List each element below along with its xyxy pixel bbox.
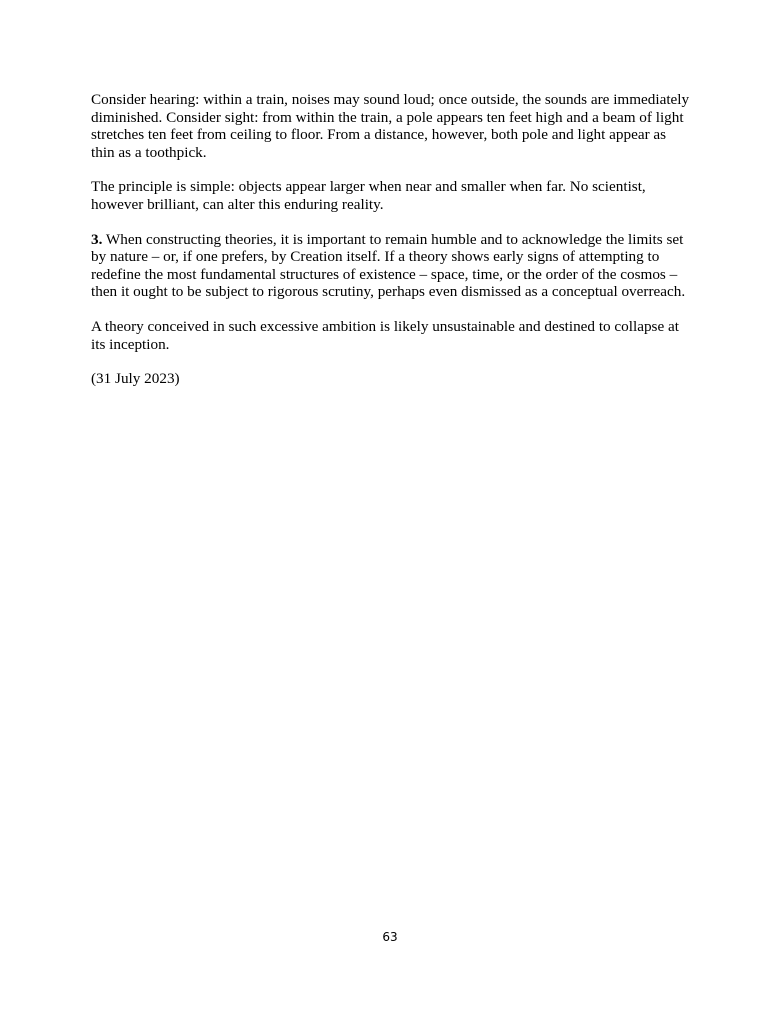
- section-3-text: When constructing theories, it is important to remain humble and to acknowledge the limits set by nature – or, if one prefers, by Creation itself. If a theory shows early signs of attempting to redefine the most fundamental structures of existence – space, time, or the order of the cosmos – then it ought to be subject to rigorous scrutiny, perhaps even dismissed as a conceptual overreach.: [91, 230, 686, 301]
- paragraph-conclusion: A theory conceived in such excessive ambition is likely unsustainable and destined to collapse at its inception.: [91, 317, 679, 353]
- paragraph-hearing-sight: Consider hearing: within a train, noises may sound loud; once outside, the sounds are immediately diminished. Consider sight: from within the train, a pole appears ten feet high and a beam of light stretches ten feet from ceiling to floor. From a distance, however, both pole and light appear as thin as a toothpick.: [91, 91, 690, 161]
- section-number: 3.: [91, 230, 103, 248]
- page-number: 63: [382, 930, 398, 944]
- paragraph-section-3: [91, 231, 691, 301]
- document-body: [91, 91, 691, 388]
- date-line: (31 July 2023): [91, 370, 180, 388]
- paragraph-principle: The principle is simple: objects appear larger when near and smaller when far. No scientist, however brilliant, can alter this enduring reality.: [91, 178, 646, 213]
